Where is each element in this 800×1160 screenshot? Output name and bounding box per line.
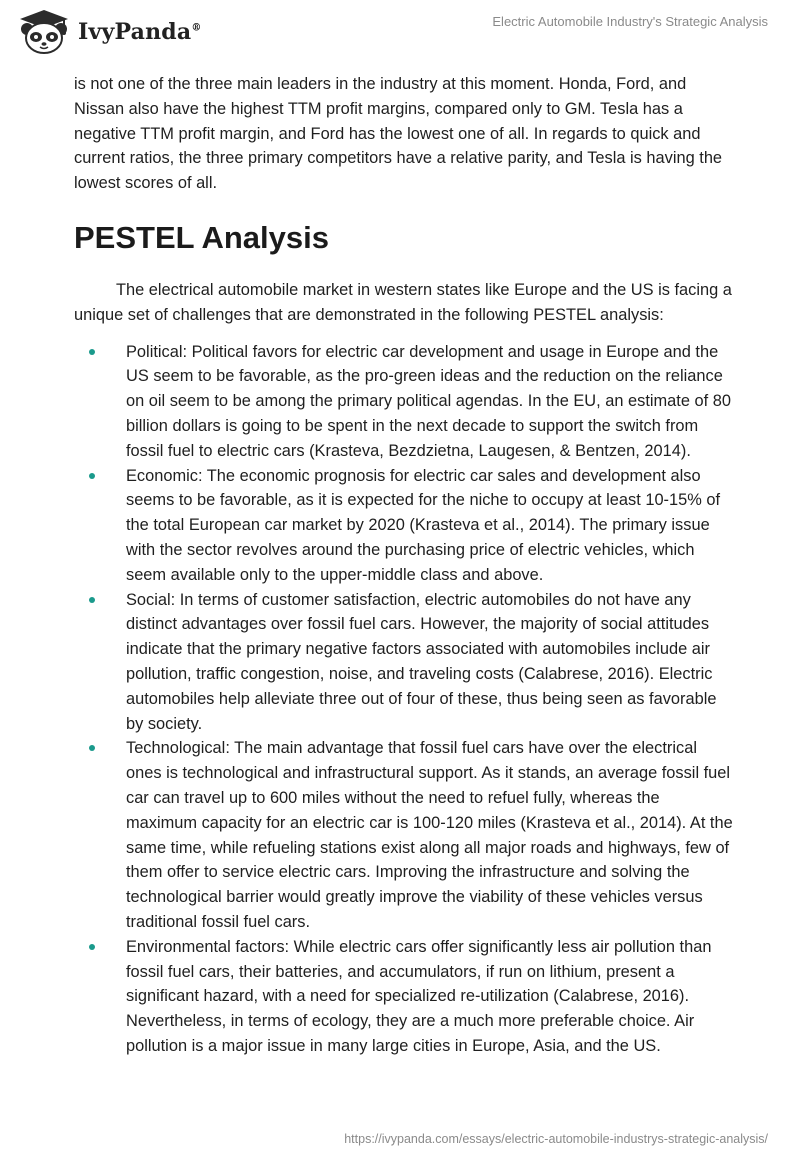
bullet-dot-icon bbox=[89, 745, 95, 751]
brand-logo[interactable] bbox=[16, 8, 202, 56]
brand-name: IvyPanda® bbox=[78, 19, 202, 45]
list-item-text: Social: In terms of customer satisfaction, electric automobiles do not have any distinct advantages over fossil fuel cars. However, the majority of social attitudes indicate that the primary negative factors associated with automobiles include air pollution, traffic congestion, noise, and traveling costs (Calabrese, 2016). Electric automobiles help alleviate three out of four of these, thus being seen as favorable by society. bbox=[126, 590, 717, 733]
list-item bbox=[74, 340, 734, 464]
list-item-text: Political: Political favors for electric car development and usage in Europe and the US seem to be favorable, as the pro-green ideas and the reduction on the reliance on oil seem to be among the primary political agendas. In the EU, an estimate of 80 billion dollars is going to be spent in the next decade to support the switch from fossil fuel to electric cars (Krasteva, Bezdzietna, Laugesen, & Bentzen, 2014). bbox=[126, 342, 731, 460]
document-body bbox=[74, 72, 734, 1059]
bullet-dot-icon bbox=[89, 349, 95, 355]
pestel-list bbox=[74, 340, 734, 1059]
intro-paragraph: is not one of the three main leaders in the industry at this moment. Honda, Ford, and Nissan also have the highest TTM profit margins, compared only to GM. Tesla has a negative TTM profit margin, and Ford has the lowest one of all. In regards to quick and current ratios, the three primary competitors have a relative parity, and Tesla is having the lowest scores of all. bbox=[74, 75, 723, 193]
list-item-text: Environmental factors: While electric cars offer significantly less air pollution than fossil fuel cars, their batteries, and accumulators, if run on lithium, present a significant hazard, with a need for specialized re-utilization (Calabrese, 2016). Nevertheless, in terms of ecology, they are a much more preferable choice. Air pollution is a major issue in many large cities in Europe, Asia, and the US. bbox=[126, 937, 712, 1055]
page-header bbox=[0, 0, 800, 64]
section-intro-paragraph: The electrical automobile market in western states like Europe and the US is facing a unique set of challenges that are demonstrated in the following PESTEL analysis: bbox=[74, 280, 732, 324]
bullet-dot-icon bbox=[89, 944, 95, 950]
section-heading: PESTEL Analysis bbox=[74, 219, 329, 255]
document-title: Electric Automobile Industry's Strategic Analysis bbox=[492, 14, 768, 29]
list-item-text: Technological: The main advantage that fossil fuel cars have over the electrical ones is technological and infrastructural support. As it stands, an average fossil fuel car can travel up to 600 miles without the need to refuel fully, whereas the maximum capacity for an electric car is 100-120 miles (Krasteva et al., 2014). At the same time, while refueling stations exist along all major roads and highways, few of them offer to service electric cars. Improving the infrastructure and solving the technological barrier would greatly improve the viability of these vehicles versus traditional fossil fuel cars. bbox=[126, 739, 733, 931]
source-url-link[interactable]: https://ivypanda.com/essays/electric-automobile-industrys-strategic-analysis/ bbox=[344, 1132, 768, 1146]
list-item-text: Economic: The economic prognosis for electric car sales and development also seems to be favorable, as it is expected for the niche to occupy at least 10-15% of the total European car market by 2020 (Krasteva et al., 2014). The primary issue with the sector revolves around the purchasing price of electric vehicles, which seem available only to the upper-middle class and above. bbox=[126, 466, 721, 584]
bullet-dot-icon bbox=[89, 473, 95, 479]
list-item bbox=[74, 464, 734, 588]
list-item bbox=[74, 588, 734, 737]
list-item bbox=[74, 935, 734, 1059]
bullet-dot-icon bbox=[89, 597, 95, 603]
list-item bbox=[74, 736, 734, 934]
panda-graduate-icon bbox=[16, 8, 72, 56]
